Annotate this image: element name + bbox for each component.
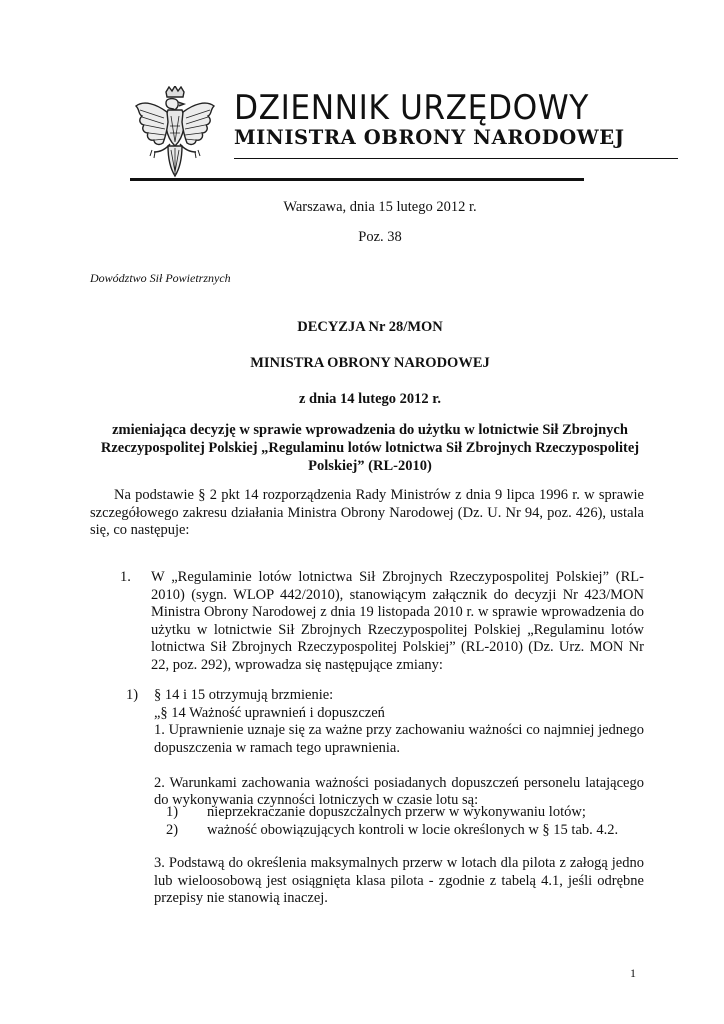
decision-number: DECYZJA Nr 28/MON: [297, 319, 443, 335]
page-number: 1: [630, 966, 636, 980]
masthead: [130, 86, 680, 182]
item-text: W „Regulaminie lotów lotnictwa Sił Zbrojnych Rzeczypospolitej Polskiej” (RL-2010) (sygn. WLOP 442/2010), stanowiącym załącznik do decyzji Nr 423/MON Ministra Obrony Narodowej z dnia 19 listopada 2010 r. w sprawie wprowadzenia do użytku w lotnictwie Sił Zbrojnych Rzeczypospolitej Polskiej „Regulaminu lotów lotnictwa Sił Zbrojnych Rzeczypospolitej Polskiej” (RL-2010) (Dz. Urz. MON Nr 22, poz. 292), wprowadza się następujące zmiany:: [151, 569, 644, 673]
point-number: 1): [166, 804, 179, 820]
preamble: Na podstawie § 2 pkt 14 rozporządzenia Rady Ministrów z dnia 9 lipca 1996 r. w sprawie szczegółowego zakresu działania Ministra Obrony Narodowej (Dz. U. Nr 94, poz. 426), ustala się, co następuje:: [90, 487, 644, 538]
position-number: Poz. 38: [358, 229, 402, 245]
item-number: 1.: [120, 569, 131, 585]
polish-eagle-emblem-icon: [132, 86, 218, 180]
section-title: „§ 14 Ważność uprawnień i dopuszczeń: [154, 704, 385, 721]
place-date: Warszawa, dnia 15 lutego 2012 r.: [283, 199, 477, 215]
amendment-intro: § 14 i 15 otrzymują brzmienie:: [154, 687, 334, 703]
point-number: 2): [166, 821, 179, 838]
spacer: [154, 757, 644, 775]
article-item-1: [120, 569, 644, 674]
amendment-number: 1): [126, 687, 139, 703]
decision-date: z dnia 14 lutego 2012 r.: [298, 391, 442, 407]
condition-points: [152, 804, 644, 839]
issuer: Dowództwo Sił Powietrznych: [90, 271, 231, 285]
masthead-rule-thin: [234, 158, 678, 159]
paragraph-3: 3. Podstawą do określenia maksymalnych przerw w lotach dla pilota z załogą jedno lub wieloosobową jest osiągnięta klasa pilota - zgodnie z tabelą 4.1, jeśli odrębne przepisy nie stanowią inaczej.: [154, 855, 644, 906]
decision-authority: MINISTRA OBRONY NARODOWEJ: [250, 355, 490, 371]
list-item: [152, 804, 644, 822]
point-text: nieprzekraczanie dopuszczalnych przerw w wykonywaniu lotów;: [207, 804, 586, 820]
masthead-rule-thick: [130, 178, 584, 181]
list-item: [152, 822, 644, 840]
decision-subject: zmieniająca decyzję w sprawie wprowadzenia do użytku w lotnictwie Sił Zbrojnych Rzeczypospolitej Polskiej „Regulaminu lotów lotnictwa Sił Zbrojnych Rzeczypospolitej Polskiej” (RL-2010): [100, 422, 640, 474]
paragraph-2: 2. Warunkami zachowania ważności posiadanych dopuszczeń personelu latającego do wykonywania czynności lotniczych w czasie lotu są:: [154, 774, 644, 808]
amendment-1: [126, 687, 644, 810]
journal-subtitle: MINISTRA OBRONY NARODOWEJ: [234, 126, 625, 149]
point-text: ważność obowiązujących kontroli w locie określonych w § 15 tab. 4.2.: [207, 821, 619, 838]
journal-title: DZIENNIK URZĘDOWY: [234, 88, 589, 128]
paragraph-1: 1. Uprawnienie uznaje się za ważne przy zachowaniu ważności co najmniej jednego dopuszczenia w ramach tego uprawnienia.: [154, 722, 644, 756]
